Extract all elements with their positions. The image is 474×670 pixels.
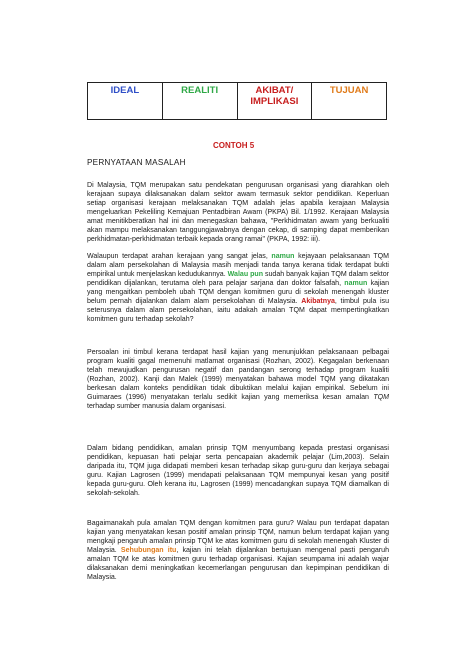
p5-text-b: , kajian ini telah dijalankan bertujuan mengenal pasti pengaruh amalan TQM ke atas komitmen guru terhadap organisasi. Kajian seumpama ini adalah wajar dilaksanakan demi meningkatkan kecemerlangan pengurusan dan kepimpinan pendidikan di Malaysia. xyxy=(87,547,389,582)
akibat-label: AKIBAT/ xyxy=(255,85,294,96)
p2-text-c: sudah banyak kajian TQM dalam sektor pendidikan dijalankan, terutama oleh para pelajar sarjana dan doktor falsafah, xyxy=(87,271,390,288)
paragraph-1: Di Malaysia, TQM merupakan satu pendekatan pengurusan organisasi yang diarahkan oleh kerajaan supaya dilaksanakan dalam sektor awam termasuk sektor pendidikan. Keperluan setiap organisasi kerajaan melaksanakan TQM adalah jelas apabila kerajaan Malaysia mengeluarkan Pekeliling Kemajuan Pentadbiran Awam (PKPA) Bil. 1/1992. Kerajaan Malaysia amat menitikberatkan hal ini dan menegaskan bahawa, "Perkhidmatan awam yang berkualiti akan mampu melaksanakan tanggungjawabnya dengan cekap, di samping dapat memberikan perkhidmatan-perkhidmatan terbaik kepada orang ramai" (PKPA, 1992: iii). xyxy=(87,182,389,244)
highlight-namun: namun xyxy=(271,253,295,260)
paragraph-5 xyxy=(87,519,389,582)
implikasi-label: IMPLIKASI xyxy=(250,96,299,107)
highlight-namun-2: namun xyxy=(344,280,368,288)
ideal-label: IDEAL xyxy=(110,85,140,96)
paragraph-3 xyxy=(87,348,389,411)
realiti-label: REALITI xyxy=(181,85,219,96)
example-number: CONTOH 5 xyxy=(213,141,255,150)
header-cell-tujuan xyxy=(312,83,387,120)
paragraph-4: Dalam bidang pendidikan, amalan prinsip TQM menyumbang kepada prestasi organisasi pendidikan, kepuasan hati pelajar serta pencapaian akademik pelajar (Lim,2003). Selain daripada itu, TQM juga didapati memberi kesan terhadap sikap guru-guru dan kerjaya sebagai guru. Kajian Lagrosen (1999) mendapati pelaksanaan TQM mempunyai kesan yang positif kepada guru-guru. Oleh kerana itu, Lagrosen (1999) mencadangkan supaya TQM diamalkan di sekolah-sekolah. xyxy=(87,445,389,498)
p2-text-a: Walaupun terdapat arahan kerajaan yang sangat jelas, xyxy=(87,253,272,260)
section-title: PERNYATAAN MASALAH xyxy=(87,158,186,167)
p2-text-d: kajian yang mengaitkan pemboleh ubah TQM dengan komitmen guru di sekolah menengah kluster belum pernah dijalankan dalam alam persekolahan di Malaysia. xyxy=(87,280,389,306)
highlight-akibatnya: Akibatnya xyxy=(301,298,335,306)
highlight-sehubungan-itu: Sehubungan itu xyxy=(120,547,177,555)
header-cell-realiti xyxy=(162,83,237,120)
header-cell-akibat xyxy=(237,83,312,120)
p2-text-e: , timbul pula isu seterusnya dalam alam persekolahan, iaitu adakah amalan TQM dapat mempertingkatkan komitmen guru terhadap sekolah? xyxy=(87,298,390,324)
header-table xyxy=(87,82,387,120)
p3-tqm-italic: TQM xyxy=(373,394,389,402)
paragraph-2 xyxy=(87,252,389,324)
p3-text-b: terhadap sumber manusia dalam organisasi. xyxy=(87,403,227,411)
p3-text-a: Persoalan ini timbul kerana terdapat hasil kajian yang menunjukkan pelaksanaan pelbagai program kualiti gagal memenuhi matlamat organisasi (Rozhan, 2002). Kegagalan berkenaan telah mewujudkan pengurusan negatif dan pandangan serong terhadap program kualiti (Rozhan, 2002). Kanji dan Malek (1999) menyatakan bahawa model TQM yang dikatakan berkesan dalam konteks pendidikan tidak dibuktikan melalui kajian empirikal. Sebelum ini Guimaraes (1996) menyatakan terlalu sedikit kajian yang memeriksa kesan amalan xyxy=(87,349,389,402)
p2-text-b: kejayaan pelaksanaan TQM dalam alam persekolahan di Malaysia masih menjadi tanda tanya kerana tidak terdapat bukti empirikal untuk menjelaskan kedudukannya. xyxy=(87,253,389,279)
tujuan-label: TUJUAN xyxy=(329,85,369,96)
p5-text-a: Bagaimanakah pula amalan TQM dengan komitmen para guru? Walau pun terdapat dapatan kajian yang menyatakan kesan positif amalan prinsip TQM, namun belum terdapat kajian yang mengkaji pengaruh amalan prinsip TQM ke atas komitmen guru di sekolah menengah Kluster di Malaysia. xyxy=(87,520,389,555)
header-cell-ideal xyxy=(88,83,163,120)
highlight-walau-pun: Walau pun xyxy=(227,271,264,279)
